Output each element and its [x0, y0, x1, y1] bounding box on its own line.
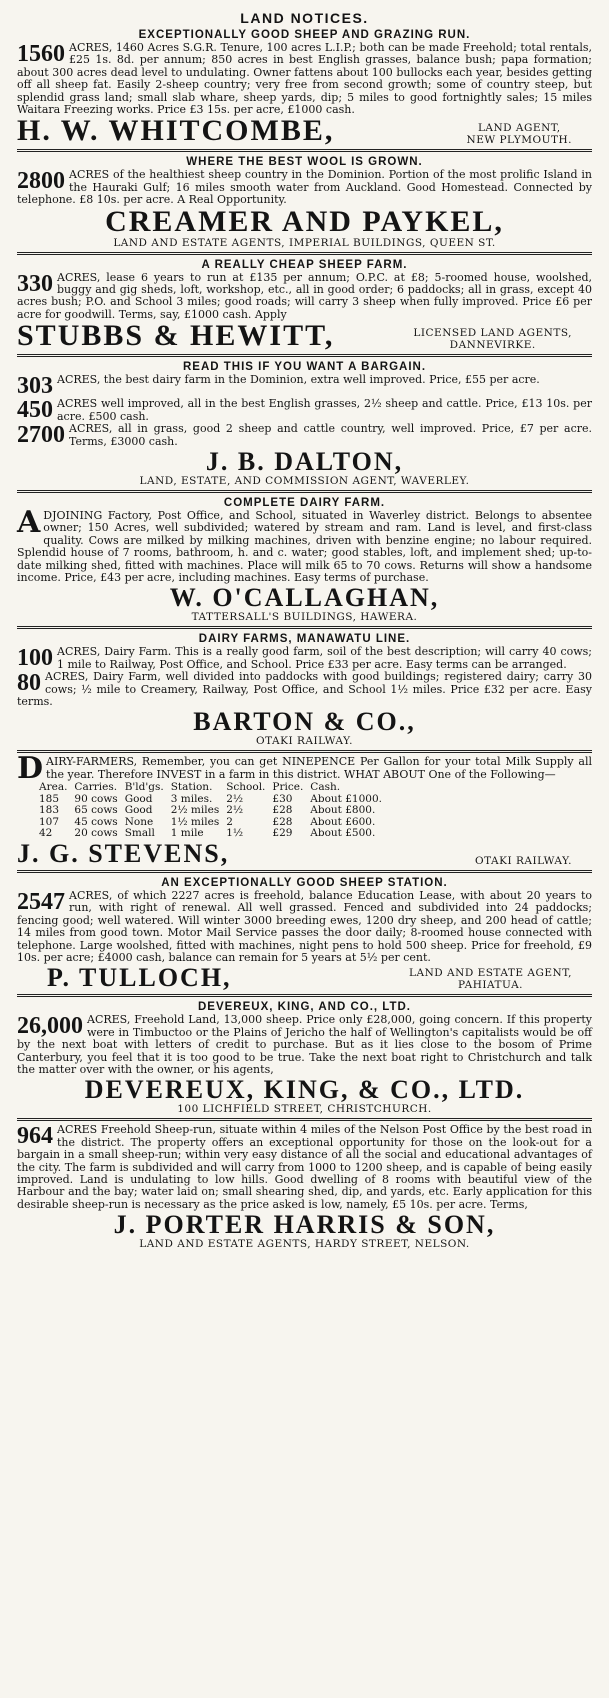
ad-intro: AIRY-FARMERS, Remember, you can get NINEPENCE Per Gallon for your total Milk Supply all the year. Therefore INVEST in a farm in this district. WHAT ABOUT One of the Following— [46, 755, 592, 781]
agent-place: NEW PLYMOUTH. [466, 134, 572, 147]
drop-cap: A [17, 504, 41, 540]
table-cell: 20 cows [74, 827, 118, 840]
agent-name: P. TULLOCH, [47, 963, 232, 993]
acreage-number: 303 [17, 373, 53, 400]
ad-headline: COMPLETE DAIRY FARM. [223, 496, 386, 509]
column-header: Station. [170, 781, 213, 794]
column-header: Area. [39, 781, 68, 794]
page-title: LAND NOTICES. [240, 10, 369, 26]
table-cell: 45 cows [74, 815, 118, 828]
agent-address: OTAKI RAILWAY. [475, 854, 572, 867]
divider [17, 354, 592, 357]
acreage-number: 964 [17, 1123, 53, 1150]
table-cell: 2½ [226, 804, 244, 817]
land-notices-page [17, 0, 592, 1250]
table-cell: 90 cows [74, 792, 118, 805]
agent-title: LAND AND ESTATE AGENT, [409, 967, 572, 980]
ad-item [17, 398, 592, 423]
table-cell: 1½ miles [170, 815, 220, 828]
farm-listing-table [39, 782, 389, 840]
table-cell: 2 [226, 815, 233, 828]
agent-address: OTAKI RAILWAY. [256, 735, 353, 748]
table-cell: Good [124, 804, 153, 817]
agent-place: DANNEVIRKE. [449, 339, 536, 352]
table-cell: About £600. [310, 815, 376, 828]
table-cell: 183 [39, 804, 60, 817]
table-cell: £28 [272, 815, 293, 828]
table-cell: About £500. [310, 827, 376, 840]
agent-place: PAHIATUA. [458, 979, 523, 992]
agent-address: 100 LICHFIELD STREET, CHRISTCHURCH. [177, 1103, 432, 1116]
table-cell: 3 miles. [170, 792, 213, 805]
ad-item-text: ACRES, Dairy Farm. This is a really good farm, soil of the best description; will carry 40 cows; 1 mile to Railway, Post Office, and School. Price £33 per acre. Easy terms can be arranged. [57, 645, 592, 671]
divider [17, 1118, 592, 1121]
acreage-number: 1560 [17, 41, 65, 67]
table-cell: £30 [272, 792, 293, 805]
ad-best-wool [17, 155, 592, 248]
table-cell: £28 [272, 804, 293, 817]
agent-name: J. B. DALTON, [205, 446, 404, 476]
ad-nelson-sheep-run [17, 1124, 592, 1250]
agent-address: LAND AND ESTATE AGENTS, IMPERIAL BUILDINGS, QUEEN ST. [113, 236, 496, 249]
ad-item-text: ACRES, all in grass, good 2 sheep and cattle country, well improved. Price, £7 per acre. Terms, £3000 cash. [69, 422, 592, 448]
ad-body: DJOINING Factory, Post Office, and School, situated in Waverley district. Belongs to absentee owner; 150 Acres, well subdivided; watered by stream and ram. Land is level, and first-class quality. Cows are milked by milking machines, driven with benzine engine; no labour required. Splendid house of 7 rooms, bathroom, h. and c. water; good stables, loft, and implement shed; up-to-date milking shed, fitted with machines. Place will milk 65 to 70 cows. Returns will show a handsome income. Price, £43 per acre, including machines. Easy terms of purchase. [17, 508, 592, 584]
column-header: Carries. [74, 781, 118, 794]
table-cell: About £1000. [310, 792, 382, 805]
agent-title: LAND AGENT, [477, 122, 561, 135]
agent-name: BARTON & CO., [193, 707, 416, 737]
agent-title: LICENSED LAND AGENTS, [413, 327, 572, 340]
drop-cap: D [17, 751, 44, 787]
ad-headline: READ THIS IF YOU WANT A BARGAIN. [182, 361, 427, 374]
ad-headline: AN EXCEPTIONALLY GOOD SHEEP STATION. [161, 876, 448, 889]
ad-dairy-farmers [17, 751, 592, 868]
ad-body: ACRES Freehold Sheep-run, situate within 4 miles of the Nelson Post Office by the best road in the district. The property offers an exceptional opportunity for those on the look-out for a bargain in a small sheep-run; within very easy distance of all the social and educational advantages of the city. The farm is subdivided and will carry from 1000 to 1200 sheep, and is capable of being easily improved. Land is undulating to low hills. Good dwelling of 8 rooms with beautiful view of the Harbour and the bay; water laid on; small shearing shed, dip, and yards, etc. Early application for this desirable sheep-run is necessary as the price asked is low, namely, £5 10s. per acre. Terms, [17, 1123, 592, 1211]
acreage-number: 2547 [17, 888, 65, 915]
table-cell: 42 [39, 827, 53, 840]
divider [17, 626, 592, 629]
ad-item-text: ACRES well improved, all in the best English grasses, 2½ sheep and cattle. Price, £13 10s. per acre. £500 cash. [57, 397, 592, 423]
ad-devereux-king [17, 1000, 592, 1115]
agent-address: TATTERSALL'S BUILDINGS, HAWERA. [191, 611, 418, 624]
table-cell: 2½ miles [170, 804, 220, 817]
ad-item [17, 423, 592, 448]
divider [17, 149, 592, 152]
ad-item [17, 373, 592, 400]
acreage-number: 100 [17, 645, 53, 672]
table-cell: 107 [39, 815, 60, 828]
agent-name: STUBBS & HEWITT, [17, 319, 335, 353]
acreage-number: 2800 [17, 168, 65, 195]
divider [17, 994, 592, 997]
ad-item [17, 671, 592, 708]
agent-name: W. O'CALLAGHAN, [169, 583, 440, 613]
agent-name: DEVEREUX, KING, & CO., LTD. [84, 1075, 525, 1105]
column-header: Price. [272, 781, 304, 794]
agent-name: H. W. WHITCOMBE, [17, 114, 335, 148]
agent-name: J. PORTER HARRIS & SON, [113, 1210, 496, 1240]
ad-item-text: ACRES, the best dairy farm in the Dominion, extra well improved. Price, £55 per acre. [57, 373, 540, 387]
agent-address: LAND, ESTATE, AND COMMISSION AGENT, WAVERLEY. [139, 474, 470, 487]
divider [17, 870, 592, 873]
table-cell: About £800. [310, 804, 376, 817]
divider [17, 252, 592, 255]
ad-body: ACRES, of which 2227 acres is freehold, balance Education Lease, with about 20 years to run, with right of renewal. All well grassed. Fenced and subdivided into 24 paddocks; fencing good; well watered. Will winter 3000 breeding ewes, 1200 dry sheep, and 200 head of cattle; 14 miles from good town. Motor Mail Service passes the door daily; 8-roomed house connected with telephone. Large woolshed, fitted with machines, night pens to hold 500 sheep. Price for freehold, £9 10s. per acre; £4000 cash, balance can remain for 5 years at 5½ per cent. [17, 888, 592, 964]
agent-name: CREAMER AND PAYKEL, [105, 204, 504, 238]
table-cell: Small [124, 827, 155, 840]
ad-bargain [17, 360, 592, 487]
ad-body: ACRES, Freehold Land, 13,000 sheep. Price only £28,000, going concern. If this property were in Timbuctoo or the Plains of Jericho the half of Wellington's capitalists would be off by the next boat with letters of credit to purchase. But as it lies close to the bosom of Prime Canterbury, you feel that it is too good to be true. Take the next boat right to Christchurch and talk the matter over with the owner, or his agents, [17, 1013, 592, 1076]
agent-name: J. G. STEVENS, [17, 838, 230, 868]
column-header: Cash. [310, 781, 341, 794]
table-cell: 2½ [226, 792, 244, 805]
table-cell: 185 [39, 792, 60, 805]
acreage-number: 330 [17, 270, 53, 297]
ad-headline: DAIRY FARMS, MANAWATU LINE. [198, 633, 411, 646]
divider [17, 490, 592, 493]
ad-sheep-station [17, 876, 592, 991]
table-cell: 65 cows [74, 804, 118, 817]
acreage-number: 80 [17, 670, 41, 697]
divider [17, 750, 592, 753]
column-header: School. [226, 781, 266, 794]
ad-headline: A REALLY CHEAP SHEEP FARM. [201, 258, 408, 271]
table-cell: 1 mile [170, 827, 204, 840]
acreage-number: 26,000 [17, 1013, 83, 1040]
table-cell: 1½ [226, 827, 244, 840]
ad-headline: WHERE THE BEST WOOL IS GROWN. [186, 156, 423, 169]
ad-item-text: ACRES, Dairy Farm, well divided into paddocks with good buildings; registered dairy; carry 30 cows; ½ mile to Creamery, Railway, Post Office, and School 1½ miles. Price £32 per acre. Easy terms. [17, 670, 592, 708]
ad-body: ACRES, lease 6 years to run at £135 per annum; O.P.C. at £8; 5-roomed house, woolshed, buggy and gig sheds, loft, workshop, etc., all in good order; 6 paddocks; all in grass, except 40 acres bush; P.O. and School 3 miles; good roads; will carry 3 sheep when fully improved. Price £6 per acre for goodwill. Terms, say, £1000 cash. Apply [17, 270, 592, 321]
ad-headline: DEVEREUX, KING, AND CO., LTD. [197, 1001, 411, 1014]
ad-sheep-grazing-run [17, 28, 592, 146]
acreage-number: 450 [17, 397, 53, 424]
table-cell: None [124, 815, 154, 828]
table-cell: £29 [272, 827, 293, 840]
ad-item [17, 646, 592, 671]
agent-address: LAND AND ESTATE AGENTS, HARDY STREET, NELSON. [139, 1238, 470, 1251]
ad-complete-dairy-farm [17, 496, 592, 623]
ad-headline: EXCEPTIONALLY GOOD SHEEP AND GRAZING RUN. [138, 29, 471, 41]
ad-body: ACRES, 1460 Acres S.G.R. Tenure, 100 acres L.I.P.; both can be made Freehold; total rentals, £25 1s. 8d. per annum; 850 acres in best English grasses, balance bush; papa formation; about 300 acres dead level to undulating. Owner fattens about 100 bullocks each year, besides getting off all sheep fat. Easily 2-sheep country; very free from second growth; some of country steep, but splendid grass land; small slab whare, sheep yards, dip; 5 miles to good fortnightly sales; 15 miles Waitara Freezing works. Price £3 15s. per acre, £1000 cash. [17, 41, 592, 117]
acreage-number: 2700 [17, 422, 65, 449]
ad-body: ACRES of the healthiest sheep country in the Dominion. Portion of the most prolific Island in the Hauraki Gulf; 16 miles smooth water from Auckland. Good Homestead. Connected by telephone. £8 10s. per acre. A Real Opportunity. [17, 168, 592, 207]
ad-cheap-sheep-farm [17, 258, 592, 352]
table-cell: Good [124, 792, 153, 805]
column-header: B'ld'gs. [124, 781, 164, 794]
ad-dairy-farms-manawatu [17, 632, 592, 747]
